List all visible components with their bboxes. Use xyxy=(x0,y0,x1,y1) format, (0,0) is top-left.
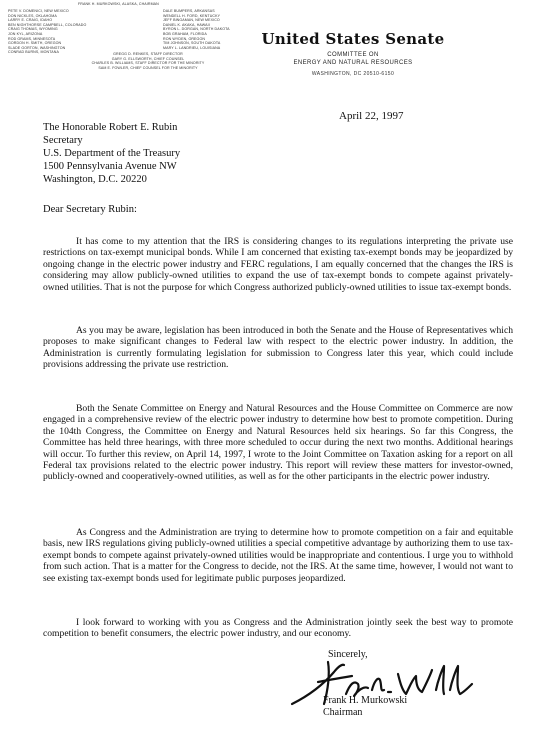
member-name: SLADE GORTON, WASHINGTON xyxy=(8,45,66,50)
member-name: BOB GRAHAM, FLORIDA xyxy=(163,31,207,36)
member-name: CONRAD BURNS, MONTANA xyxy=(8,50,59,55)
recipient-title: Secretary xyxy=(43,135,83,146)
member-name: BEN NIGHTHORSE CAMPBELL, COLORADO xyxy=(8,22,87,27)
signer-block xyxy=(323,695,407,719)
body-paragraph: I look forward to working with you as Congress and the Administration jointly seek the best way to promote competition to benefit consumers, the electric power industry, and our economy. xyxy=(43,617,513,640)
chairman-header-line: FRANK H. MURKOWSKI, ALASKA, CHAIRMAN xyxy=(78,2,159,6)
body-paragraph: It has come to my attention that the IRS is considering changes to its regulations interpreting the private use restrictions on tax-exempt municipal bonds. While I am concerned that existing tax-exempt bonds may be jeopardized by ongoing change in the electric power industry and FERC regulations, I am equally concerned that the changes the IRS is considering may allow publicly-owned utilities to expand the use of tax-exempt bonds to compete against privately-owned utilities. That is not the purpose for which Congress authorized publicly-owned utilities to issue tax-exempt bonds. xyxy=(43,236,513,293)
salutation: Dear Secretary Rubin: xyxy=(43,204,137,215)
staff-name: SAM E. FOWLER, CHIEF COUNSEL FOR THE MINORITY xyxy=(98,65,198,70)
member-name: WENDELL H. FORD, KENTUCKY xyxy=(163,13,221,18)
majority-members-list xyxy=(8,9,86,55)
staff-name: CHARLES B. WILLIAMS, STAFF DIRECTOR FOR THE MINORITY xyxy=(91,61,205,66)
recipient-address-block xyxy=(43,121,180,186)
committee-line-2: ENERGY AND NATURAL RESOURCES xyxy=(293,59,413,66)
committee-line-1: COMMITTEE ON xyxy=(327,52,379,58)
member-name: LARRY E. CRAIG, IDAHO xyxy=(8,18,53,23)
body-paragraph: As you may be aware, legislation has been introduced in both the Senate and the House of Representatives which proposes to make significant changes to Federal law with respect to the electric power industry. In addition, the Administration is currently formulating legislation for submission to Congress later this year, which could include provisions addressing the private use restriction. xyxy=(43,325,513,371)
member-name: DON NICKLES, OKLAHOMA xyxy=(8,13,57,18)
body-paragraph: As Congress and the Administration are trying to determine how to promote competition on a fair and equitable basis, new IRS regulations giving publicly-owned utilities a special competitive advantage by authorizing them to use tax-exempt bonds to compete against privately-owned utilities would be inappropriate and contentious. I urge you to withhold from such action. That is a matter for the Congress to decide, not the IRS. At the same time, however, I would not want to see existing tax-exempt bonds used for legitimate public purposes jeopardized. xyxy=(43,527,513,584)
member-name: ROD GRAMS, MINNESOTA xyxy=(8,36,56,41)
member-name: RON WYDEN, OREGON xyxy=(163,36,206,41)
member-name: CRAIG THOMAS, WYOMING xyxy=(8,27,58,32)
committee-name xyxy=(258,52,448,67)
member-name: GORDON H. SMITH, OREGON xyxy=(8,41,62,46)
member-name: JON KYL, ARIZONA xyxy=(8,31,43,36)
minority-members-list xyxy=(163,9,230,50)
member-name: MARY L. LANDRIEU, LOUISIANA xyxy=(163,45,221,50)
member-name: TIM JOHNSON, SOUTH DAKOTA xyxy=(163,41,221,46)
member-name: DALE BUMPERS, ARKANSAS xyxy=(163,9,215,13)
senate-title: United States Senate xyxy=(261,30,445,48)
closing: Sincerely, xyxy=(328,649,368,660)
recipient-city: Washington, D.C. 20220 xyxy=(43,174,147,185)
member-name: PETE V. DOMENICI, NEW MEXICO xyxy=(8,9,69,13)
signer-title: Chairman xyxy=(323,707,363,718)
staff-name: GARY G. ELLSWORTH, CHIEF COUNSEL xyxy=(111,56,185,61)
committee-address: WASHINGTON, DC 20510-6150 xyxy=(311,71,395,77)
letter-date: April 22, 1997 xyxy=(339,110,404,122)
letterhead-title-block xyxy=(258,30,448,77)
member-name: BYRON L. DORGAN, NORTH DAKOTA xyxy=(163,27,230,32)
staff-name: GREGG D. RENKES, STAFF DIRECTOR xyxy=(113,52,183,56)
member-name: DANIEL K. AKAKA, HAWAII xyxy=(163,22,210,27)
recipient-name: The Honorable Robert E. Rubin xyxy=(43,122,178,133)
staff-list xyxy=(58,52,238,70)
signer-name: Frank H. Murkowski xyxy=(323,695,408,706)
recipient-department: U.S. Department of the Treasury xyxy=(43,148,181,159)
body-paragraph: Both the Senate Committee on Energy and Natural Resources and the House Committee on Commerce are now engaged in a comprehensive review of the electric power industry to determine how best to promote competition. During the 104th Congress, the Committee on Energy and Natural Resources held six hearings. So far this Congress, the Committee has held three hearings, with three more scheduled to occur during the next two months. Additional hearings will occur. To further this review, on April 14, 1997, I wrote to the Joint Committee on Taxation asking for a report on all Federal tax provisions related to the electric power industry. This report will review these matters for investor-owned, publicly-owned and cooperatively-owned utilities, as well as for the other participants in the electric power industry. xyxy=(43,403,513,483)
recipient-street: 1500 Pennsylvania Avenue NW xyxy=(43,161,177,172)
member-name: JEFF BINGAMAN, NEW MEXICO xyxy=(163,18,220,23)
